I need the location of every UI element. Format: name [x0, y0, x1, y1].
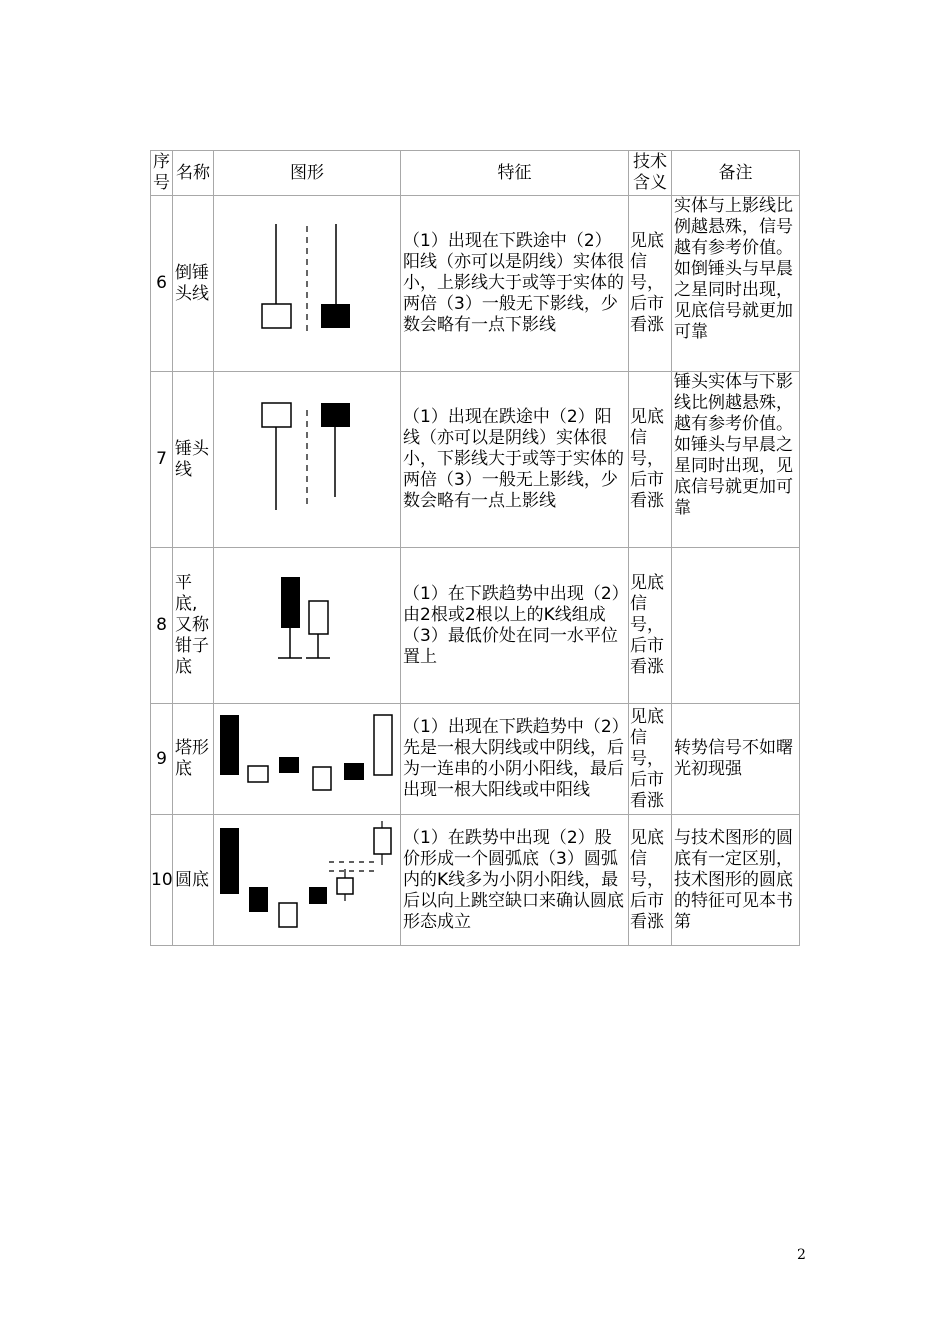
solid-candle-body [249, 887, 268, 912]
row-feature: （1）出现在跌途中（2）阳线（亦可以是阴线）实体很小，下影线大于或等于实体的两倍（3）一般无上影线，少数会略有一点上影线 [401, 372, 629, 548]
row-index: 10 [151, 815, 173, 946]
row-meaning: 见底信号，后市看涨 [629, 548, 672, 704]
row-meaning: 见底信号，后市看涨 [629, 704, 672, 815]
hollow-candle-body [262, 304, 291, 328]
hollow-candle-body [337, 878, 353, 894]
hollow-candle-body [309, 601, 328, 634]
page-number: 2 [797, 1247, 806, 1263]
row-meaning: 见底信号，后市看涨 [629, 196, 672, 372]
header-name: 名称 [173, 151, 214, 196]
solid-candle-body [279, 757, 299, 773]
row-feature: （1）出现在下跌趋势中（2）先是一根大阴线或中阴线，后为一连串的小阴小阳线，最后出现一根大阳线或中阳线 [401, 704, 629, 815]
solid-candle-body [220, 715, 239, 775]
row-name: 圆底 [173, 815, 214, 946]
solid-candle-body [220, 828, 239, 894]
solid-candle-body [344, 763, 364, 780]
row-index: 9 [151, 704, 173, 815]
figure-tower-bottom [214, 704, 401, 815]
header-feature: 特征 [401, 151, 629, 196]
row-index: 8 [151, 548, 173, 704]
inverted-hammer-diagram [214, 196, 401, 371]
header-index: 序号 [151, 151, 173, 196]
round-bottom-diagram [214, 815, 401, 945]
row-name: 塔形底 [173, 704, 214, 815]
header-meaning: 技术含义 [629, 151, 672, 196]
row-note: 转势信号不如曙光初现强 [672, 704, 800, 815]
row-feature: （1）在跌势中出现（2）股价形成一个圆弧底（3）圆弧内的K线多为小阴小阳线，最后以向上跳空缺口来确认圆底形态成立 [401, 815, 629, 946]
hollow-candle-body [374, 715, 392, 775]
hammer-diagram [214, 372, 401, 547]
figure-inverted-hammer [214, 196, 401, 372]
solid-candle-body [309, 887, 327, 904]
row-meaning: 见底信号，后市看涨 [629, 815, 672, 946]
hollow-candle-body [313, 767, 331, 790]
row-name: 平底,又称钳子底 [173, 548, 214, 704]
row-note [672, 548, 800, 704]
table-row [151, 548, 800, 704]
hollow-candle-body [262, 403, 291, 427]
row-note: 锤头实体与下影线比例越悬殊，越有参考价值。如锤头与早晨之星同时出现，见底信号就更加可靠 [672, 372, 800, 548]
table-row [151, 196, 800, 372]
solid-candle-body [321, 403, 350, 427]
hollow-candle-body [374, 828, 391, 854]
solid-candle-body [321, 304, 350, 328]
header-note: 备注 [672, 151, 800, 196]
table-row [151, 372, 800, 548]
row-index: 7 [151, 372, 173, 548]
row-name: 锤头线 [173, 372, 214, 548]
solid-candle-body [281, 577, 300, 628]
row-feature: （1）在下跌趋势中出现（2）由2根或2根以上的K线组成（3）最低价处在同一水平位置上 [401, 548, 629, 704]
table-row [151, 704, 800, 815]
row-name: 倒锤头线 [173, 196, 214, 372]
figure-flat-bottom [214, 548, 401, 704]
figure-round-bottom [214, 815, 401, 946]
flat-bottom-diagram [214, 548, 401, 703]
row-note: 实体与上影线比例越悬殊，信号越有参考价值。如倒锤头与早晨之星同时出现，见底信号就更加可靠 [672, 196, 800, 372]
row-feature: （1）出现在下跌途中（2）阳线（亦可以是阴线）实体很小，上影线大于或等于实体的两倍（3）一般无下影线，少数会略有一点下影线 [401, 196, 629, 372]
hollow-candle-body [248, 766, 268, 782]
table-row [151, 815, 800, 946]
candlestick-pattern-table [150, 150, 800, 946]
row-meaning: 见底信号，后市看涨 [629, 372, 672, 548]
hollow-candle-body [279, 903, 297, 927]
row-index: 6 [151, 196, 173, 372]
table-header-row [151, 151, 800, 196]
tower-bottom-diagram [214, 704, 401, 814]
row-note: 与技术图形的圆底有一定区别，技术图形的圆底的特征可见本书第 [672, 815, 800, 946]
header-figure: 图形 [214, 151, 401, 196]
figure-hammer [214, 372, 401, 548]
